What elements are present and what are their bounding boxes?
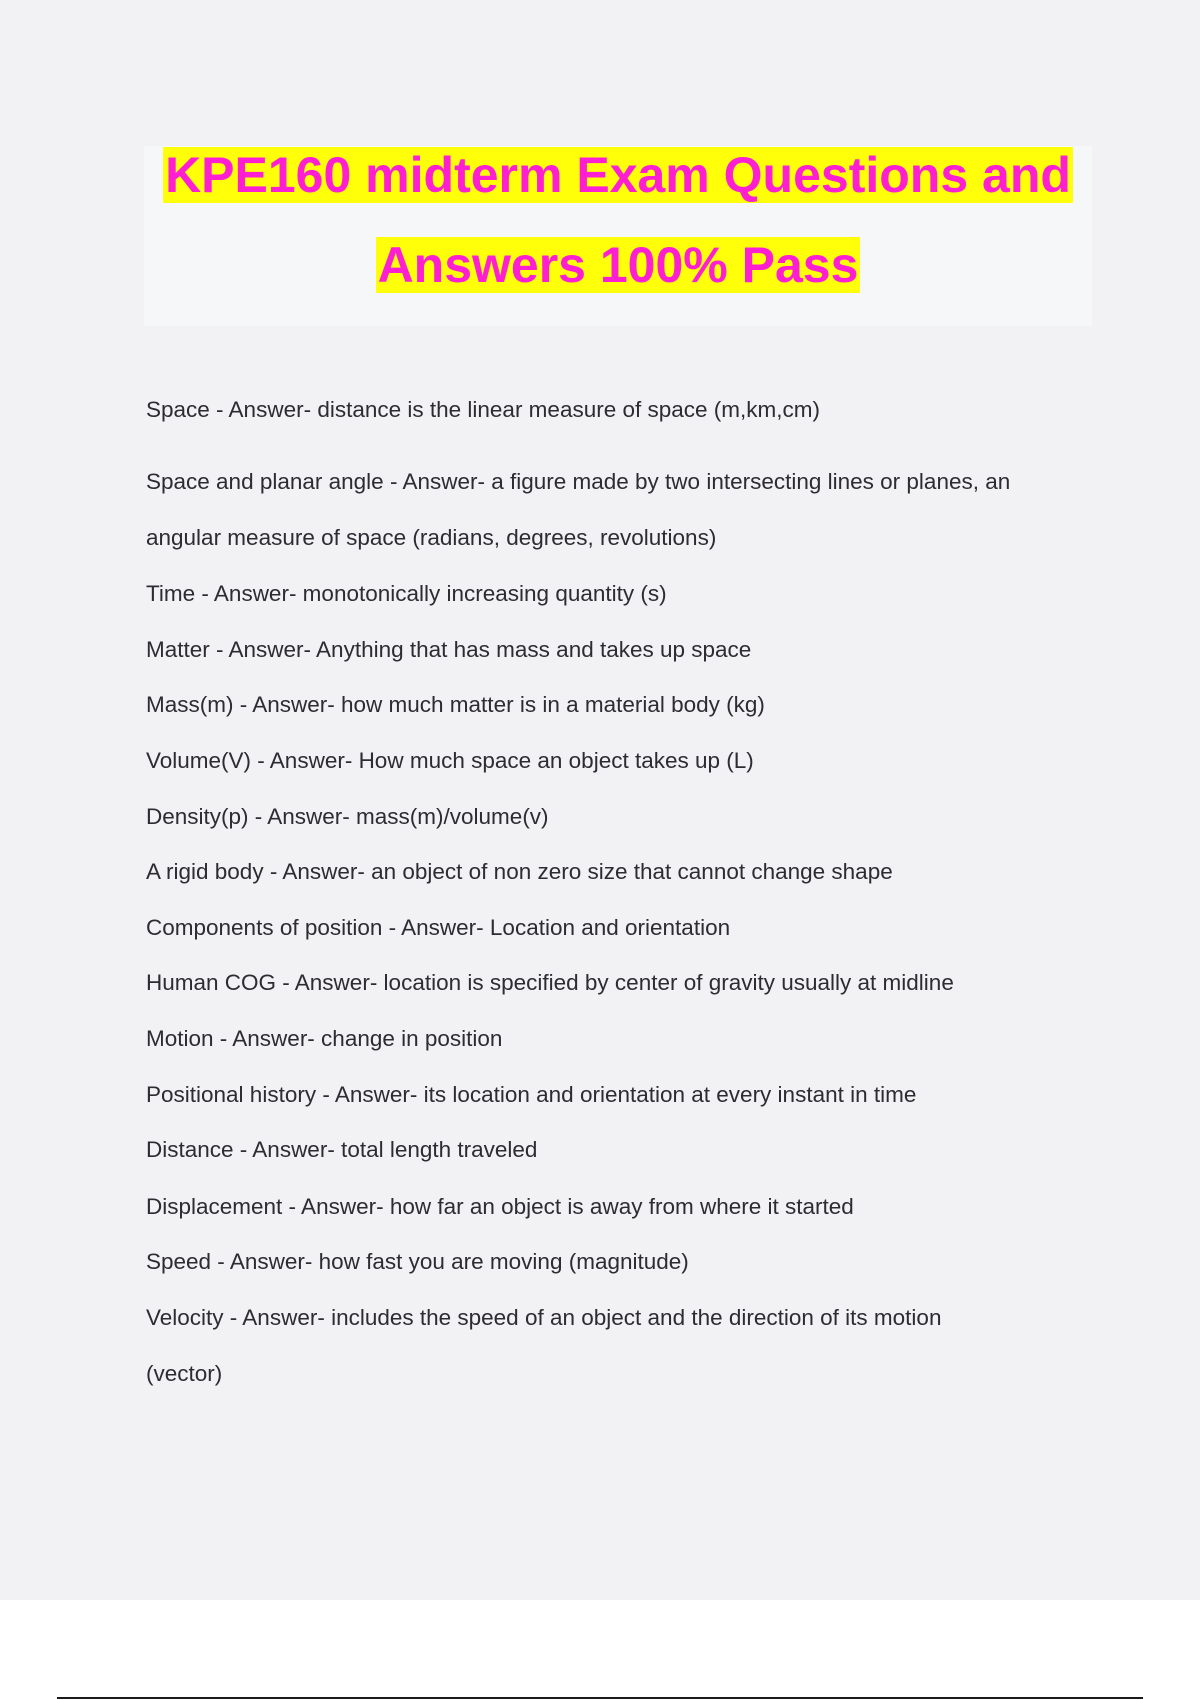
qa-line-distance: Distance - Answer- total length traveled xyxy=(146,1137,538,1162)
qa-line-mass: Mass(m) - Answer- how much matter is in a material body (kg) xyxy=(146,692,765,717)
qa-line-rigid-body: A rigid body - Answer- an object of non zero size that cannot change shape xyxy=(146,859,893,884)
qa-line-components-of-position: Components of position - Answer- Location and orientation xyxy=(146,915,731,940)
title-highlight-2: Answers 100% Pass xyxy=(377,237,859,293)
qa-line-space: Space - Answer- distance is the linear measure of space (m,km,cm) xyxy=(146,397,821,422)
qa-line-density: Density(p) - Answer- mass(m)/volume(v) xyxy=(146,804,549,829)
qa-line-velocity: Velocity - Answer- includes the speed of an object and the direction of its motion xyxy=(146,1305,942,1330)
qa-line-time: Time - Answer- monotonically increasing quantity (s) xyxy=(146,581,667,606)
qa-line-speed: Speed - Answer- how fast you are moving (magnitude) xyxy=(146,1249,689,1274)
qa-line-human-cog: Human COG - Answer- location is specified by center of gravity usually at midline xyxy=(146,970,954,995)
title-highlight-1: KPE160 midterm Exam Questions and xyxy=(165,147,1071,203)
qa-line-planar-angle: Space and planar angle - Answer- a figure made by two intersecting lines or planes, an xyxy=(146,469,1011,494)
title-box xyxy=(144,146,1092,326)
qa-line-displacement: Displacement - Answer- how far an object is away from where it started xyxy=(146,1194,854,1219)
qa-line-velocity-cont: (vector) xyxy=(146,1361,223,1386)
qa-line-positional-history: Positional history - Answer- its location and orientation at every instant in time xyxy=(146,1082,917,1107)
document-title-line-1 xyxy=(144,146,1092,204)
footer-divider xyxy=(57,1697,1143,1699)
qa-line-planar-angle-cont: angular measure of space (radians, degrees, revolutions) xyxy=(146,525,717,550)
qa-line-volume: Volume(V) - Answer- How much space an object takes up (L) xyxy=(146,748,754,773)
document-title-line-2 xyxy=(144,236,1092,294)
qa-line-motion: Motion - Answer- change in position xyxy=(146,1026,503,1051)
qa-line-matter: Matter - Answer- Anything that has mass and takes up space xyxy=(146,637,752,662)
